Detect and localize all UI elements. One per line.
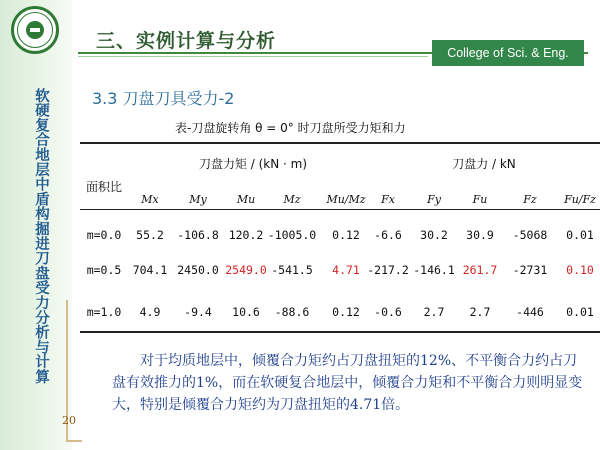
vertical-title: 软硬复合地层中盾构掘进刀盘受力分析与计算 <box>33 88 49 384</box>
table-cell: 704.1 <box>132 263 168 277</box>
header-title: 三、实例计算与分析 <box>96 30 277 52</box>
table-cell: 0.10 <box>566 263 594 277</box>
force-group-header: 刀盘力 / kN <box>452 157 516 171</box>
table-cell: 120.2 <box>228 228 264 242</box>
table-cell: -541.5 <box>271 263 313 277</box>
column-header: Fx <box>381 193 395 206</box>
description-text <box>112 350 590 416</box>
column-header: Fz <box>523 193 537 206</box>
header-divider-thin <box>78 56 428 57</box>
table-cell: 55.2 <box>136 228 164 242</box>
column-header: Mz <box>283 193 301 206</box>
section-heading: 3.3 刀盘刀具受力-2 <box>92 89 235 108</box>
table-cell: 0.12 <box>332 228 360 242</box>
table-cell: 10.6 <box>232 305 260 319</box>
table-cell: -0.6 <box>374 305 402 319</box>
table-cell: 4.9 <box>139 305 161 319</box>
table-bottom-rule <box>80 331 600 333</box>
table-top-rule <box>80 142 600 144</box>
table-cell: -6.6 <box>374 228 402 242</box>
table-cell: 30.2 <box>420 228 448 242</box>
table-cell: 261.7 <box>462 263 498 277</box>
logo-emblem-icon <box>26 21 44 39</box>
table-cell: -5068 <box>512 228 548 242</box>
column-header: Mu <box>236 193 256 206</box>
table-cell: -9.4 <box>184 305 212 319</box>
moment-group-header: 刀盘力矩 / (kN · m) <box>198 157 308 171</box>
table-cell: -1005.0 <box>267 228 317 242</box>
table-cell: 2549.0 <box>225 263 267 277</box>
table-header-rule <box>80 209 600 210</box>
sidebar <box>0 0 76 450</box>
table-cell: 0.01 <box>566 305 594 319</box>
row-label: m=1.0 <box>86 305 122 319</box>
table-cell: -146.1 <box>413 263 455 277</box>
table-cell: 4.71 <box>332 263 360 277</box>
table-cell: -2731 <box>512 263 548 277</box>
row-label: m=0.0 <box>86 228 122 242</box>
page-number: 20 <box>62 414 76 427</box>
table-cell: -106.8 <box>177 228 219 242</box>
university-logo <box>11 6 59 54</box>
row-header-label: 面积比 <box>85 180 122 194</box>
column-header: Mu/Mz <box>326 193 366 206</box>
column-header: My <box>189 193 207 206</box>
column-header: Fy <box>427 193 441 206</box>
table-cell: -217.2 <box>367 263 409 277</box>
table-cell: 2.7 <box>469 305 491 319</box>
table-cell: 0.01 <box>566 228 594 242</box>
column-header: Mx <box>141 193 159 206</box>
table-cell: 0.12 <box>332 305 360 319</box>
college-badge: College of Sci. & Eng. <box>432 40 584 66</box>
table-cell: 30.9 <box>466 228 494 242</box>
description-paragraph: 对于均质地层中，倾覆合力矩约占刀盘扭矩的12%、不平衡合力约占刀盘有效推力的1%，而在软硬复合地层中，倾覆合力矩和不平衡合力则明显变大，特别是倾覆合力矩约为刀盘扭矩的4.71倍。 <box>112 353 583 413</box>
column-header: Fu/Fz <box>564 193 596 206</box>
row-label: m=0.5 <box>86 263 122 277</box>
column-header: Fu <box>472 193 488 206</box>
table-cell: -446 <box>516 305 544 319</box>
table-caption: 表-刀盘旋转角 θ = 0° 时刀盘所受力矩和力 <box>175 121 406 135</box>
table-cell: 2.7 <box>423 305 445 319</box>
table-cell: 2450.0 <box>177 263 219 277</box>
table-cell: -88.6 <box>274 305 310 319</box>
